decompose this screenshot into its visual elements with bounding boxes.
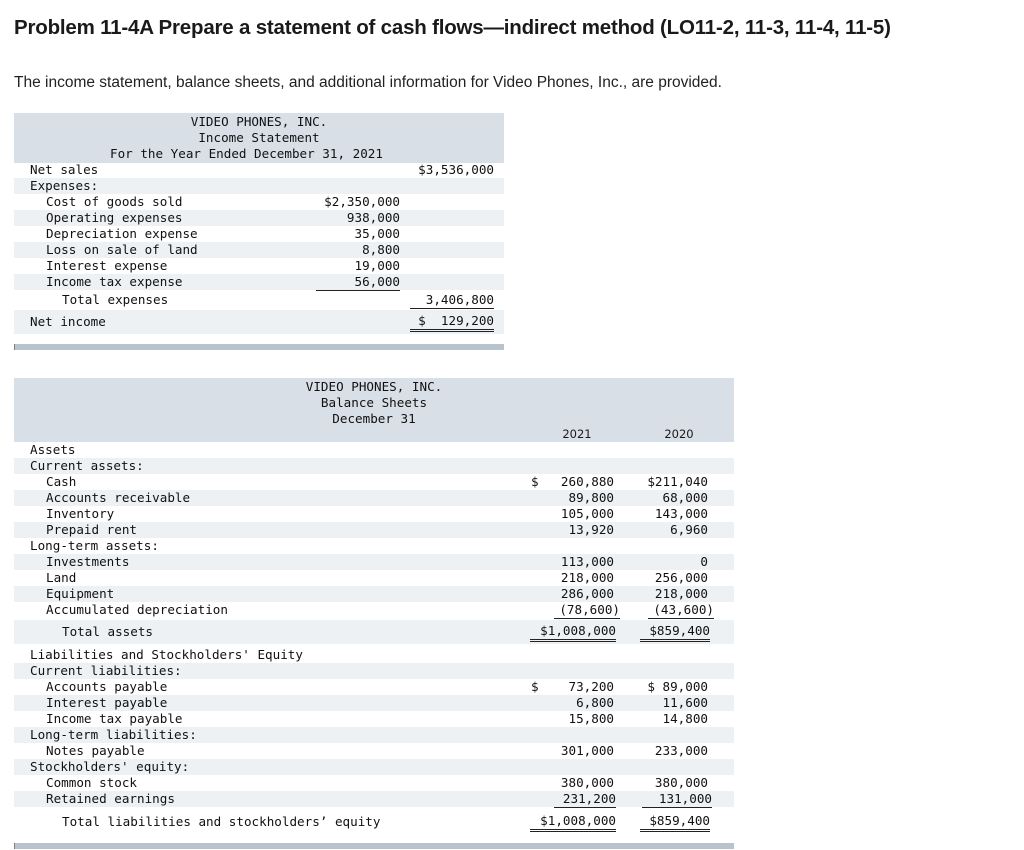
total-liabilities-equity-label: Total liabilities and stockholders’ equity	[62, 814, 381, 829]
retained-earnings-label: Retained earnings	[46, 791, 175, 806]
expense-amount: $2,350,000	[324, 194, 400, 209]
expense-amount: 938,000	[346, 210, 400, 225]
total-expenses-amount: 3,406,800	[410, 292, 494, 309]
col-header-2020: 2020	[664, 427, 694, 441]
land-2021: 218,000	[560, 570, 614, 585]
expense-label: Cost of goods sold	[46, 194, 183, 209]
land-2020: 256,000	[654, 570, 708, 585]
current-assets-heading: Current assets:	[30, 458, 144, 473]
table-scrollbar[interactable]	[14, 344, 504, 350]
bs-company-name: VIDEO PHONES, INC.	[305, 379, 443, 394]
investments-2021: 113,000	[560, 554, 614, 569]
expense-label: Operating expenses	[46, 210, 183, 225]
total-assets-2020: $859,400	[640, 623, 710, 642]
net-sales-amount: $3,536,000	[418, 162, 494, 177]
accumulated-depreciation-2020: (43,600)	[648, 602, 714, 619]
expense-label: Interest expense	[46, 258, 168, 273]
total-liabilities-equity-2020: $859,400	[640, 813, 710, 832]
accounts-payable-2021: 73,200	[568, 679, 614, 694]
current-liabilities-heading: Current liabilities:	[30, 663, 182, 678]
problem-intro: The income statement, balance sheets, and additional information for Video Phones, Inc., are provided.	[14, 74, 722, 91]
inventory-2021: 105,000	[560, 506, 614, 521]
long-term-assets-heading: Long-term assets:	[30, 538, 159, 553]
dollar-sign: $	[531, 679, 539, 694]
cash-label: Cash	[46, 474, 77, 489]
cash-2020: $211,040	[647, 474, 708, 489]
prepaid-rent-2021: 13,920	[568, 522, 614, 537]
assets-heading: Assets	[30, 442, 76, 457]
inventory-label: Inventory	[46, 506, 115, 521]
is-statement-name: Income Statement	[198, 130, 320, 145]
equipment-label: Equipment	[46, 586, 115, 601]
total-liabilities-equity-2021: $1,008,000	[530, 813, 616, 832]
retained-earnings-2020: 131,000	[642, 791, 712, 808]
expense-amount: 19,000	[354, 258, 400, 273]
retained-earnings-2021: 231,200	[554, 791, 616, 808]
bs-date: December 31	[332, 411, 416, 426]
notes-payable-label: Notes payable	[46, 743, 145, 758]
bs-statement-name: Balance Sheets	[320, 395, 428, 410]
liabilities-equity-heading: Liabilities and Stockholders' Equity	[30, 647, 303, 662]
land-label: Land	[46, 570, 77, 585]
prepaid-rent-label: Prepaid rent	[46, 522, 137, 537]
row-stripe	[14, 586, 734, 602]
common-stock-label: Common stock	[46, 775, 137, 790]
inventory-2020: 143,000	[654, 506, 708, 521]
accounts-payable-label: Accounts payable	[46, 679, 168, 694]
is-company-name: VIDEO PHONES, INC.	[190, 114, 328, 129]
accounts-receivable-2020: 68,000	[662, 490, 708, 505]
common-stock-2020: 380,000	[654, 775, 708, 790]
common-stock-2021: 380,000	[560, 775, 614, 790]
accumulated-depreciation-2021: (78,600)	[554, 602, 620, 619]
long-term-liabilities-heading: Long-term liabilities:	[30, 727, 197, 742]
investments-2020: 0	[700, 554, 708, 569]
notes-payable-2021: 301,000	[560, 743, 614, 758]
interest-payable-label: Interest payable	[46, 695, 168, 710]
cash-2021: 260,880	[560, 474, 614, 489]
accounts-receivable-2021: 89,800	[568, 490, 614, 505]
expense-label: Loss on sale of land	[46, 242, 198, 257]
equipment-2021: 286,000	[560, 586, 614, 601]
col-header-2021: 2021	[562, 427, 592, 441]
interest-payable-2020: 11,600	[662, 695, 708, 710]
investments-label: Investments	[46, 554, 130, 569]
problem-title: Problem 11-4A Prepare a statement of cash flows—indirect method (LO11-2, 11-3, 11-4, 11-5)	[14, 16, 891, 39]
net-income-amount: $ 129,200	[410, 313, 494, 332]
expense-label: Income tax expense	[46, 274, 183, 289]
interest-payable-2021: 6,800	[576, 695, 614, 710]
income-tax-payable-label: Income tax payable	[46, 711, 183, 726]
accounts-receivable-label: Accounts receivable	[46, 490, 191, 505]
prepaid-rent-2020: 6,960	[670, 522, 708, 537]
net-income-label: Net income	[30, 314, 106, 329]
table-scrollbar[interactable]	[14, 843, 734, 849]
expense-amount: 35,000	[354, 226, 400, 241]
net-sales-label: Net sales	[30, 162, 99, 177]
income-tax-payable-2020: 14,800	[662, 711, 708, 726]
accumulated-depreciation-label: Accumulated depreciation	[46, 602, 228, 617]
total-assets-2021: $1,008,000	[530, 623, 616, 642]
dollar-sign: $	[531, 474, 539, 489]
accounts-payable-2020: $ 89,000	[647, 679, 708, 694]
expenses-label: Expenses:	[30, 178, 99, 193]
total-assets-label: Total assets	[62, 624, 153, 639]
expense-amount: 56,000	[316, 274, 400, 291]
expense-amount: 8,800	[362, 242, 400, 257]
equipment-2020: 218,000	[654, 586, 708, 601]
total-expenses-label: Total expenses	[62, 292, 169, 307]
income-tax-payable-2021: 15,800	[568, 711, 614, 726]
notes-payable-2020: 233,000	[654, 743, 708, 758]
expense-label: Depreciation expense	[46, 226, 198, 241]
stockholders-equity-heading: Stockholders' equity:	[30, 759, 190, 774]
is-period: For the Year Ended December 31, 2021	[110, 146, 383, 161]
